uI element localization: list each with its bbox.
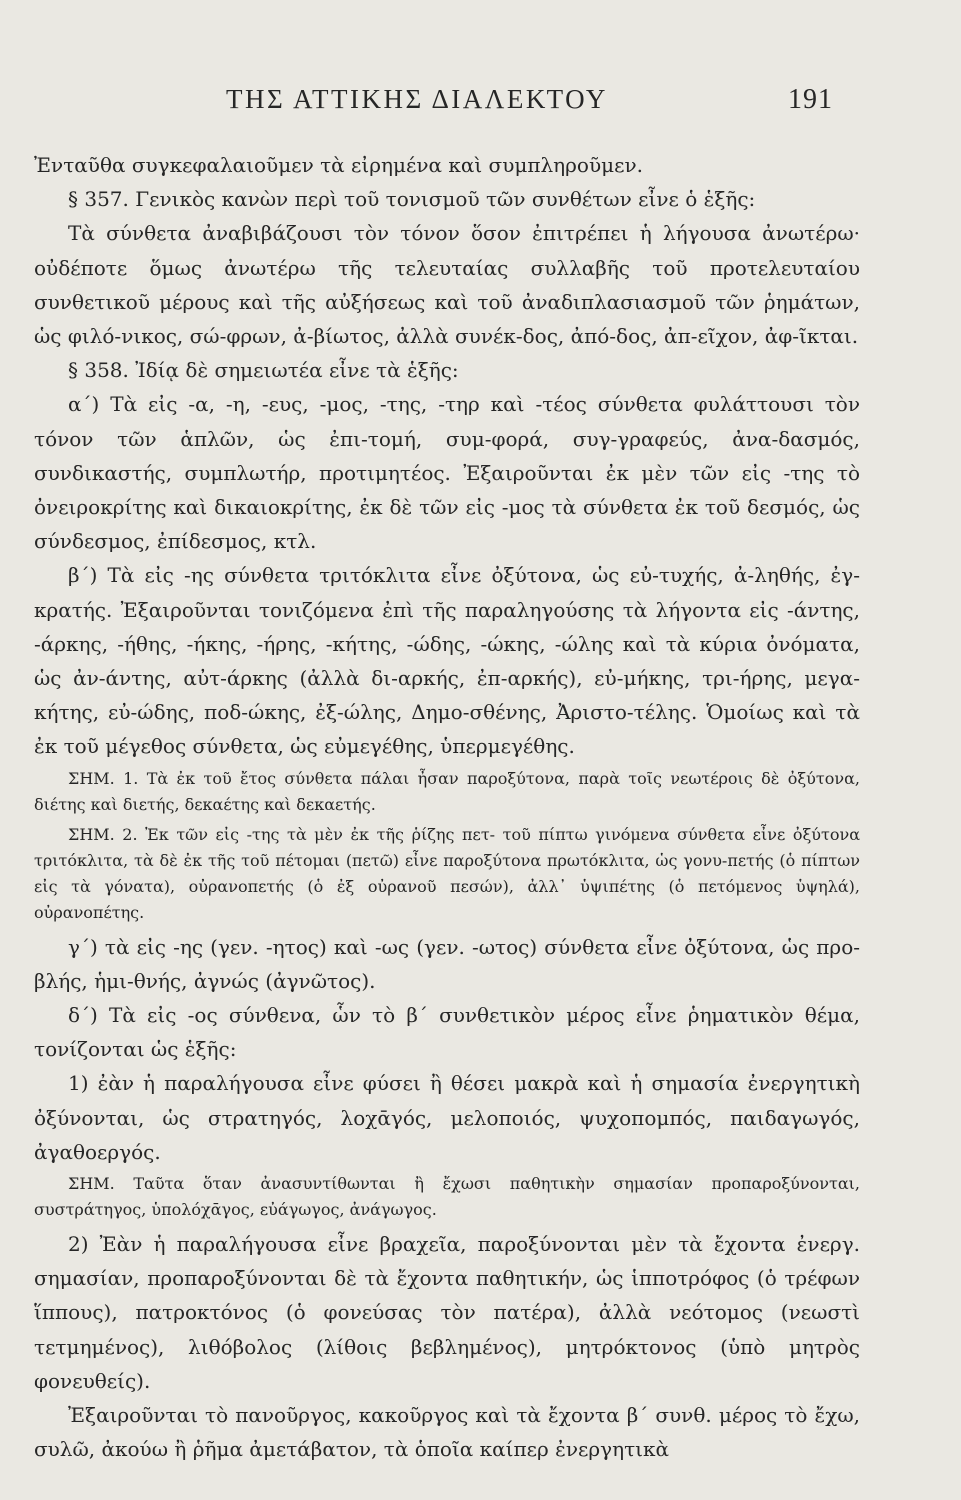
page-number: 191 xyxy=(788,84,833,115)
section-358-heading: § 358. Ἰδίᾳ δὲ σημειωτέα εἶνε τὰ ἑξῆς: xyxy=(68,358,459,383)
paragraph-rule-d-2: 2) Ἐὰν ἡ παραλήγουσα εἶνε βραχεῖα, παροξύνονται μὲν τὰ ἔχοντα ἐνεργ. σημασίαν, προπαροξύνονται δὲ τὰ ἔχοντα παθητικήν, ὡς ἱπποτρόφος (ὁ τρέφων ἵππους), πατροκτόνος (ὁ φονεύσας τὸν πατέρα), ἀλλὰ νεότομος (νεωστὶ τετμημένος), λιθόβολος (λίθοις βεβλημένος), μητρόκτονος (ὑπὸ μητρὸς φονευθείς). xyxy=(34,1232,860,1393)
running-head xyxy=(0,84,961,124)
paragraph-rule-d-1: 1) ἐὰν ἡ παραλήγουσα εἶνε φύσει ἢ θέσει μακρὰ καὶ ἡ σημασία ἐνεργητικὴ ὀξύνονται, ὡς στρατηγός, λοχᾱγός, μελοποιός, ψυχοπομπός, παιδαγωγός, ἀγαθοεργός. xyxy=(34,1071,860,1164)
paragraph-rule-b: β΄) Τὰ εἰς -ης σύνθετα τριτόκλιτα εἶνε ὀξύτονα, ὡς εὐ-τυχής, ἀ-ληθής, ἐγ-κρατής. Ἐξαιροῦνται τονιζόμενα ἐπὶ τῆς παραληγούσης τὰ λήγοντα εἰς -άντης, -άρκης, -ήθης, -ήκης, -ήρης, -κήτης, -ώδης, -ώκης, -ώλης καὶ τὰ κύρια ὀνόματα, ὡς ἀν-άντης, αὐτ-άρκης (ἀλλὰ δι-αρκής, ἐπ-αρκής), εὐ-μήκης, τρι-ήρης, μεγα-κήτης, εὐ-ώδης, ποδ-ώκης, ἐξ-ώλης, Δημο-σθένης, Ἀριστο-τέλης. Ὁμοίως καὶ τὰ ἐκ τοῦ μέγεθος σύνθετα, ὡς εὐμεγέθης, ὑπερμεγέθης. xyxy=(34,563,860,759)
paragraph-general-rule: Τὰ σύνθετα ἀναβιβάζουσι τὸν τόνον ὅσον ἐπιτρέπει ἡ λήγουσα ἀνωτέρω· οὐδέποτε ὅμως ἀνωτέρω τῆς τελευταίας συλλαβῆς τοῦ προτελευταίου συνθετικοῦ μέρους καὶ τῆς αὐξήσεως καὶ τοῦ ἀναδιπλασιασμοῦ τῶν ῥημάτων, ὡς φιλό-νικος, σώ-φρων, ἀ-βίωτος, ἀλλὰ συνέκ-δος, ἀπό-δος, ἀπ-εῖχον, ἀφ-ῖκται. xyxy=(34,221,860,349)
note-3: ΣΗΜ. Ταῦτα ὅταν ἀνασυντίθωνται ἢ ἔχωσι παθητικὴν σημασίαν προπαροξύνονται, συστράτηγος, ὑπολόχᾱγος, εὐάγωγος, ἀνάγωγος. xyxy=(34,1174,860,1220)
note-1: ΣΗΜ. 1. Τὰ ἐκ τοῦ ἔτος σύνθετα πάλαι ἦσαν παροξύτονα, παρὰ τοῖς νεωτέροις δὲ ὀξύτονα, διέτης καὶ διετής, δεκαέτης καὶ δεκαετής. xyxy=(34,768,860,814)
paragraph-rule-a: α΄) Τὰ εἰς -α, -η, -ευς, -μος, -της, -τηρ καὶ -τέος σύνθετα φυλάττουσι τὸν τόνον τῶν ἁπλῶν, ὡς ἐπι-τομή, συμ-φορά, συγ-γραφεύς, ἀνα-δασμός, συνδικαστής, συμπλωτήρ, προτιμητέος. Ἐξαιροῦνται ἐκ μὲν τῶν εἰς -της τὸ ὀνειροκρίτης καὶ δικαιοκρίτης, ἐκ δὲ τῶν εἰς -μος τὰ σύνθετα ἐκ τοῦ δεσμός, ὡς σύνδεσμος, ἐπίδεσμος, κτλ. xyxy=(34,392,860,554)
paragraph-rule-d: δ΄) Τὰ εἰς -ος σύνθενα, ὧν τὸ β΄ συνθετικὸν μέρος εἶνε ῥηματικὸν θέμα, τονίζονται ὡς ἑξῆς: xyxy=(34,1003,860,1062)
paragraph-exceptions: Ἐξαιροῦνται τὸ πανοῦργος, κακοῦργος καὶ τὰ ἔχοντα β΄ συνθ. μέρος τὸ ἔχω, συλῶ, ἀκούω ἢ ῥῆμα ἀμετάβατον, τὰ ὁποῖα καίπερ ἐνεργητικὰ xyxy=(34,1403,860,1462)
paragraph-intro: Ἐνταῦθα συγκεφαλαιοῦμεν τὰ εἰρημένα καὶ συμπληροῦμεν. xyxy=(34,153,643,177)
section-357-heading: § 357. Γενικὸς κανὼν περὶ τοῦ τονισμοῦ τῶν συνθέτων εἶνε ὁ ἑξῆς: xyxy=(68,187,756,212)
paragraph-rule-c: γ΄) τὰ εἰς -ης (γεν. -ητος) καὶ -ως (γεν. -ωτος) σύνθετα εἶνε ὀξύτονα, ὡς προ-βλής, ἡμι-θνής, ἀγνώς (ἀγνῶτος). xyxy=(34,934,860,993)
body-text xyxy=(34,148,860,1467)
note-2: ΣΗΜ. 2. Ἐκ τῶν εἰς -της τὰ μὲν ἐκ τῆς ῥίζης πετ- τοῦ πίπτω γινόμενα σύνθετα εἶνε ὀξύτονα τριτόκλιτα, τὰ δὲ ἐκ τῆς τοῦ πέτομαι (πετῶ) εἶνε παροξύτονα πρωτόκλιτα, ὡς γονυ-πετής (ὁ πίπτων εἰς τὰ γόνατα), οὐρανοπετής (ὁ ἐξ οὐρανοῦ πεσών), ἀλλ᾽ ὑψιπέτης (ὁ πετόμενος ὑψηλά), οὐρανοπέτης. xyxy=(34,824,860,922)
running-head-title: ΤΗΣ ΑΤΤΙΚΗΣ ΔΙΑΛΕΚΤΟΥ xyxy=(226,84,608,114)
